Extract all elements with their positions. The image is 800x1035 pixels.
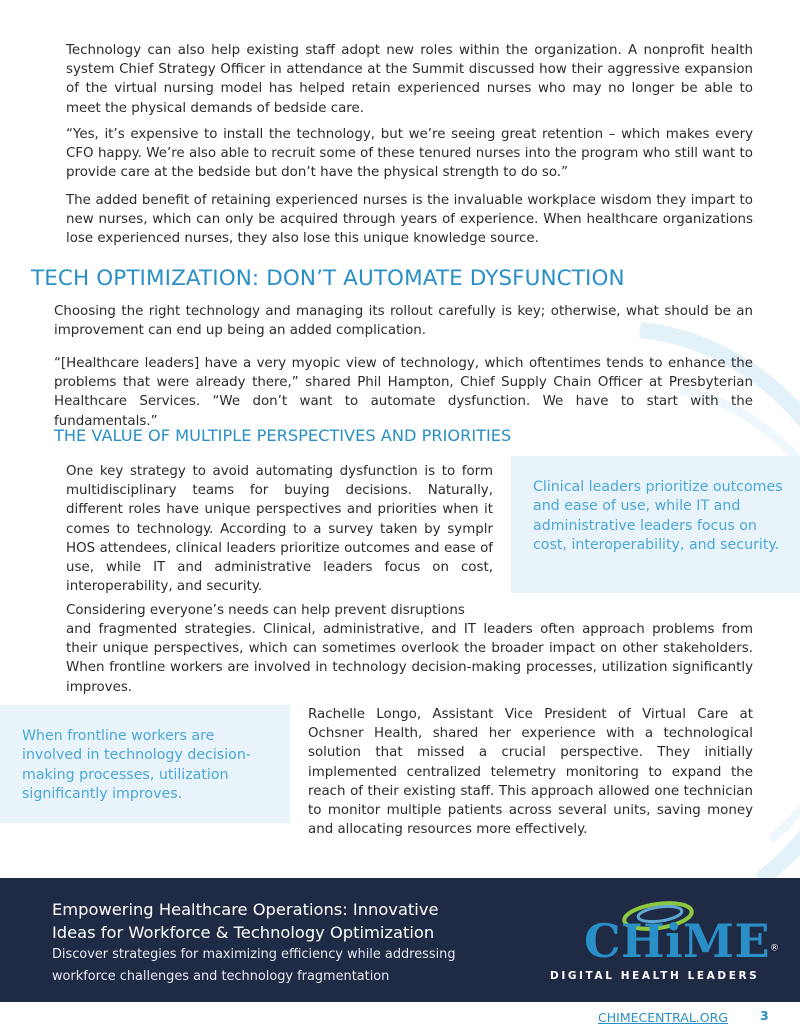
subsection-paragraph-3: Rachelle Longo, Assistant Vice President of Virtual Care at Ochsner Health, shared her experience with a technological solution that missed a crucial perspective. They initially implemented centralized telemetry monitoring to expand the reach of their existing staff. This approach allowed one technician to monitor multiple patients across several units, saving money and allocating resources more effectively. [308, 707, 753, 838]
subsection-paragraph-1: One key strategy to avoid automating dysfunction is to form multidisciplinary teams for buying decisions. Naturally, different roles have unique perspectives and priorities when it comes to technology. According to a survey taken by symplr HOS attendees, clinical leaders prioritize outcomes and ease of use, while IT and administrative leaders focus on cost, interoperability, and security. [66, 464, 493, 595]
footer-text-block [52, 898, 482, 988]
intro-paragraph-3: The added benefit of retaining experienced nurses is the invaluable workplace wisdom they impart to new nurses, which can only be acquired through years of experience. When healthcare organizations lose experienced nurses, they also lose this unique knowledge source. [66, 193, 753, 247]
section-paragraph-1: Choosing the right technology and managing its rollout carefully is key; otherwise, what should be an improvement can end up being an added complication. [54, 304, 753, 339]
footer-title: Empowering Healthcare Operations: Innovative Ideas for Workforce & Technology Optimization [52, 900, 439, 942]
footer-banner [0, 878, 800, 1002]
intro-paragraph-2: “Yes, it’s expensive to install the technology, but we’re seeing great retention – which makes every CFO happy. We’re also able to recruit some of these tenured nurses into the program who still want to provide care at the bedside but don’t have the physical strength to do so.” [66, 127, 753, 181]
subsection-paragraph-2-line-1: Considering everyone’s needs can help prevent disruptions [66, 603, 465, 618]
intro-paragraph-1: Technology can also help existing staff adopt new roles within the organization. A nonprofit health system Chief Strategy Officer in attendance at the Summit discussed how their aggressive expansion of the virtual nursing model has helped retain experienced nurses who may no longer be able to meet the physical demands of bedside care. [66, 43, 753, 116]
pull-quote-right-text: Clinical leaders prioritize outcomes and ease of use, while IT and administrative leaders focus on cost, interoperability, and security. [533, 479, 783, 554]
chime-logo[interactable] [548, 892, 780, 992]
logo-wordmark [584, 914, 780, 968]
pull-quote-left [0, 705, 290, 823]
logo-tagline: DIGITAL HEALTH LEADERS [550, 970, 760, 982]
logo-registered-mark: ® [770, 943, 780, 954]
footer-subtitle: Discover strategies for maximizing efficiency while addressing workforce challenges and technology fragmentation [52, 947, 456, 984]
section-paragraph-2: “[Healthcare leaders] have a very myopic view of technology, which oftentimes tends to enhance the problems that were already there,” shared Phil Hampton, Chief Supply Chain Officer at Presbyterian Healthcare Services. “We don’t want to automate dysfunction. We have to start with the fundamentals.” [54, 356, 753, 429]
section-heading: TECH OPTIMIZATION: DON’T AUTOMATE DYSFUNCTION [31, 266, 625, 291]
pull-quote-right [511, 456, 800, 593]
subsection-paragraph-2: and fragmented strategies. Clinical, administrative, and IT leaders often approach problems from their unique perspectives, which can sometimes overlook the broader impact on other stakeholders. When frontline workers are involved in technology decision-making processes, utilization significantly improves. [66, 622, 753, 695]
website-link[interactable]: CHIMECENTRAL.ORG [598, 1010, 728, 1025]
subsection-heading: THE VALUE OF MULTIPLE PERSPECTIVES AND PRIORITIES [54, 426, 512, 445]
page-number: 3 [760, 1008, 769, 1023]
logo-word: CHiME [584, 914, 771, 968]
pull-quote-left-text: When frontline workers are involved in technology decision-making processes, utilization significantly improves. [22, 728, 251, 803]
